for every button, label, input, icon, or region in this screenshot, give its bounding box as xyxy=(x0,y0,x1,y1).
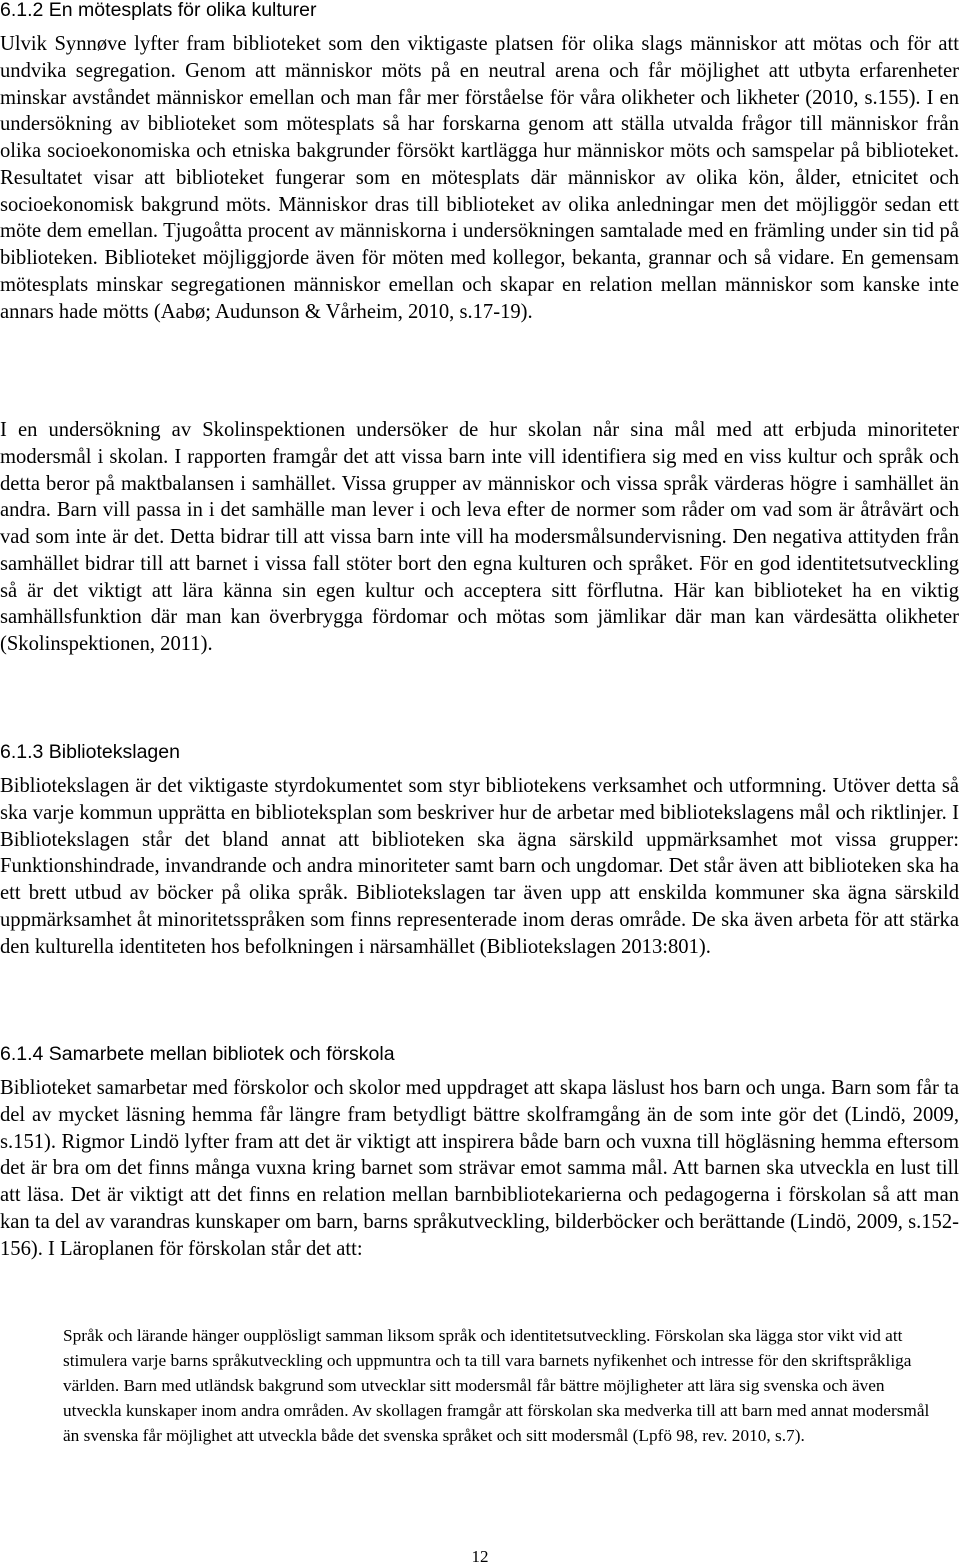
section-heading-bibliotekslagen: 6.1.3 Bibliotekslagen xyxy=(0,741,180,763)
page-number: 12 xyxy=(471,1547,489,1566)
paragraph-motesplats-2: I en undersökning av Skolinspektionen undersöker de hur skolan når sina mål med att erbjuda minoriteter modersmål i skolan. I rapporten framgår det att vissa barn inte vill identifiera sig med en viss kultur och språk och detta beror på maktbalansen i samhället. Vissa grupper av människor och vissa språk värderas högre i samhället än andra. Barn vill passa in i det samhälle man lever i och leva efter de normer som råder om vad som är åtråvärt och vad som inte är det. Detta bidrar till att vissa barn inte vill ha modersmålsundervisning. Den negativa attityden från samhället bidrar till att barnet i vissa fall stöter bort den egna kulturen och språket. För en god identitetsutveckling så är det viktigt att lära känna sin egen kultur och acceptera sitt förflutna. Här kan biblioteket ha en viktig samhällsfunktion där man kan överbrygga fördomar och mötas som jämlikar där man kan värdesätta olikheter (Skolinspektionen, 2011). xyxy=(0,419,959,655)
paragraph-bibliotekslagen: Bibliotekslagen är det viktigaste styrdokumentet som styr bibliotekens verksamhet och utformning. Utöver detta så ska varje kommun upprätta en biblioteksplan som beskriver hur de arbetar med bibliotekslagens mål och riktlinjer. I Bibliotekslagen står det bland annat att biblioteken ska ägna särskild uppmärksamhet mot vissa grupper: Funktionshindrade, invandrande och andra minoriteter samt barn och ungdomar. Det står även att biblioteken ska ha ett brett utbud av böcker på olika språk. Bibliotekslagen tar även upp att enskilda kommuner ska ägna särskild uppmärksamhet åt minoritetsspråken som finns representerade inom deras område. De ska även arbeta för att stärka den kulturella identiteten hos befolkningen i närsamhället (Bibliotekslagen 2013:801). xyxy=(0,775,959,958)
section-heading-motesplats: 6.1.2 En mötesplats för olika kulturer xyxy=(0,0,317,21)
section-heading-samarbete: 6.1.4 Samarbete mellan bibliotek och förskola xyxy=(0,1043,395,1065)
paragraph-motesplats-1: Ulvik Synnøve lyfter fram biblioteket som den viktigaste platsen för olika slags människor att mötas och för att undvika segregation. Genom att människor möts på en neutral arena och får möjlighet att utbyta erfarenheter minskar avståndet människor emellan och man får mer förståelse för våra olikheter och likheter (2010, s.155). I en undersökning av biblioteket som mötesplats så har forskarna genom att ställa utvalda frågor till människor från olika socioekonomiska och etniska bakgrunder försökt kartlägga hur människor möts och samspelar på biblioteket. Resultatet visar att biblioteket fungerar som en mötesplats där människor av olika kön, ålder, etnicitet och socioekonomisk bakgrund möts. Människor dras till biblioteket av olika anledningar men det möjliggör sedan ett möte dem emellan. Tjugoåtta procent av människorna i undersökningen samtalade med en främling under sin tid på biblioteken. Biblioteket möjliggjorde även för möten med kollegor, bekanta, grannar och så vidare. En gemensam mötesplats minskar segregationen människor emellan och skapar en relation mellan människor som kanske inte annars hade mötts (Aabø; Audunson & Vårheim, 2010, s.17-19). xyxy=(0,33,959,323)
block-quote-lpfo: Språk och lärande hänger oupplösligt samman liksom språk och identitetsutveckling. Förskolan ska lägga stor vikt vid att stimulera varje barns språkutveckling och uppmuntra och ta till vara barnets nyfikenhet och intresse för den skriftspråkliga världen. Barn med utländsk bakgrund som utvecklar sitt modersmål får bättre möjligheter att lära sig svenska och även utveckla kunskaper inom andra områden. Av skollagen framgår att förskolan ska medverka till att barn med annat modersmål än svenska får möjlighet att utveckla både det svenska språket och sitt modersmål (Lpfö 98, rev. 2010, s.7). xyxy=(63,1326,930,1445)
paragraph-samarbete: Biblioteket samarbetar med förskolor och skolor med uppdraget att skapa läslust hos barn och unga. Barn som får ta del av mycket läsning hemma får längre fram betydligt bättre skolframgång än de som inte gör det (Lindö, 2009, s.151). Rigmor Lindö lyfter fram att det är viktigt att inspirera både barn och vuxna till högläsning hemma eftersom det är bra om det finns många vuxna kring barnet som strävar emot samma mål. Att barnen ska utveckla en lust till att läsa. Det är viktigt att det finns en relation mellan barnbibliotekarierna och pedagogerna i förskolan så att man kan ta del av varandras kunskaper om barn, barns språkutveckling, bilderböcker och berättande (Lindö, 2009, s.152-156). I Läroplanen för förskolan står det att: xyxy=(0,1077,959,1260)
